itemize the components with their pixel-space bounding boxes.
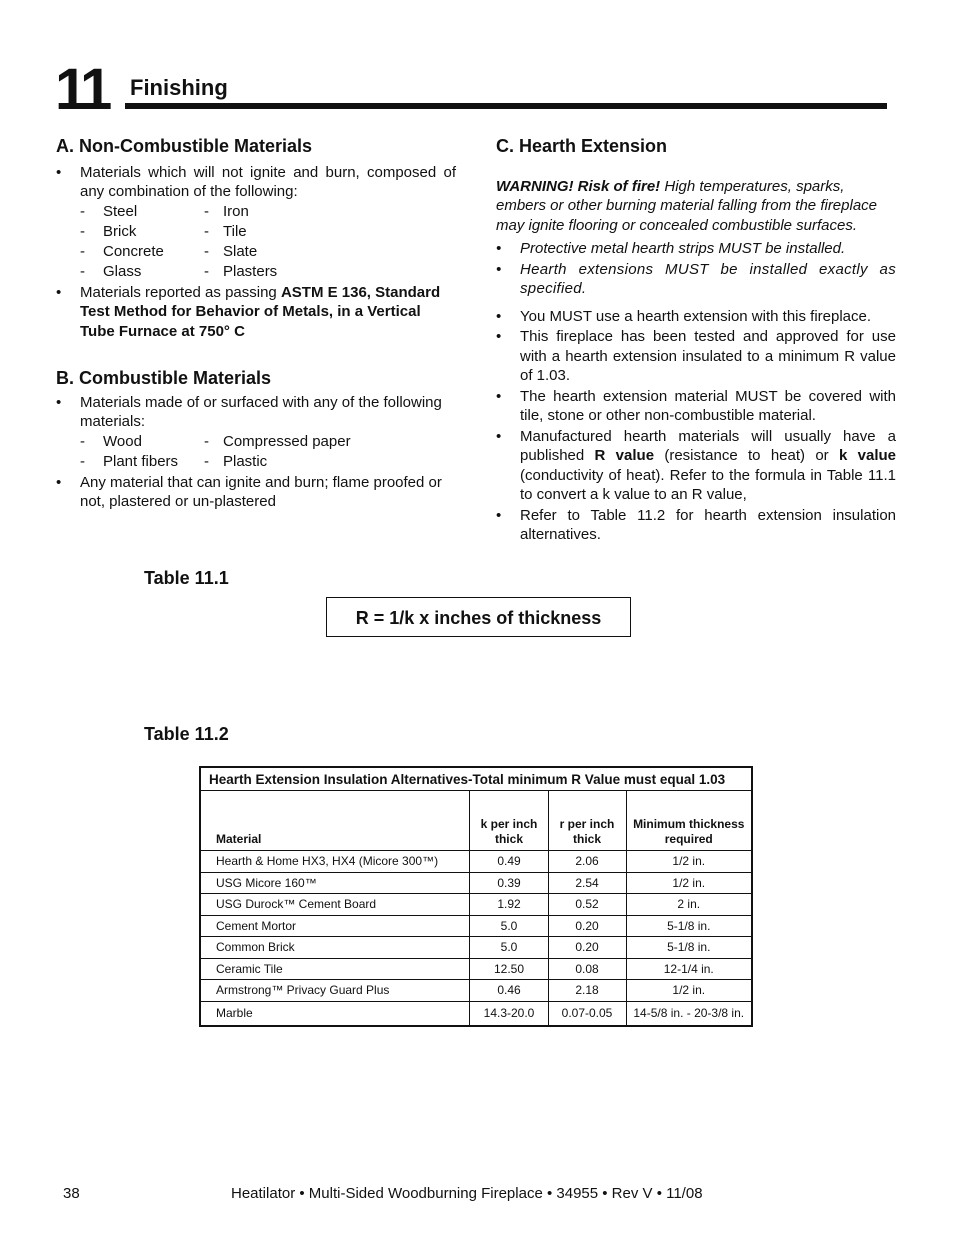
material-row xyxy=(56,452,456,472)
material-name: Concrete xyxy=(103,242,164,260)
bullet4-text-c: (resistance to heat) or xyxy=(654,447,839,464)
section-c-heading: C. Hearth Extension xyxy=(496,136,668,156)
section-c-bullet-3: • The hearth extension material MUST be covered with tile, stone or other non-combustible material. xyxy=(496,387,896,426)
material-name: Tile xyxy=(223,222,247,240)
bullet4-text-e: (conductivity of heat). Refer to the formula in Table 11.1 to convert a k value to an R value, xyxy=(520,466,896,503)
table-row xyxy=(200,1001,752,1026)
dash-marker: - xyxy=(204,262,209,280)
material-row xyxy=(56,222,456,242)
table-title: Hearth Extension Insulation Alternatives-Total minimum R Value must equal 1.03 xyxy=(200,767,752,791)
thickness-cell: 1/2 in. xyxy=(626,980,752,1002)
r-value-cell: 0.20 xyxy=(548,937,626,959)
k-value-cell: 5.0 xyxy=(470,915,548,937)
k-value-cell: 0.46 xyxy=(470,980,548,1002)
header-rule xyxy=(125,103,887,109)
warning-bullet-2: • Hearth extensions MUST be installed exactly as specified. xyxy=(496,260,896,299)
dash-marker: - xyxy=(204,432,209,450)
dash-marker: - xyxy=(80,202,85,220)
material-cell: Cement Mortor xyxy=(200,915,470,937)
material-cell: Armstrong™ Privacy Guard Plus xyxy=(200,980,470,1002)
astm-standard: ASTM E 136, Standard Test Method for Behavior of Metals, in a Vertical Tube Furnace at 750° C xyxy=(80,283,441,340)
page-number: 38 xyxy=(63,1185,80,1202)
r-value-cell: 0.52 xyxy=(548,894,626,916)
section-c-bullet-1: • You MUST use a hearth extension with this fireplace. xyxy=(496,307,896,327)
thickness-cell: 14-5/8 in. - 20-3/8 in. xyxy=(626,1001,752,1026)
dash-marker: - xyxy=(80,242,85,260)
thickness-cell: 1/2 in. xyxy=(626,872,752,894)
material-name: Plastic xyxy=(223,452,268,470)
material-row xyxy=(56,432,456,452)
table-11-2-label: Table 11.2 xyxy=(144,724,229,744)
material-name: Wood xyxy=(103,432,142,450)
section-c-bullet-4 xyxy=(496,427,896,505)
material-row xyxy=(56,262,456,282)
section-a-heading: A. Non-Combustible Materials xyxy=(56,136,313,156)
material-cell: USG Micore 160™ xyxy=(200,872,470,894)
r-value-cell: 2.54 xyxy=(548,872,626,894)
material-name: Compressed paper xyxy=(223,432,351,450)
material-name: Steel xyxy=(103,202,138,220)
material-cell: Ceramic Tile xyxy=(200,958,470,980)
table-row xyxy=(200,937,752,959)
warning-bullet-1: • Protective metal hearth strips MUST be installed. xyxy=(496,239,896,259)
dash-marker: - xyxy=(80,452,85,470)
material-cell: Marble xyxy=(200,1001,470,1026)
material-row xyxy=(56,202,456,222)
dash-marker: - xyxy=(80,222,85,240)
section-c-bullet-5: • Refer to Table 11.2 for hearth extension insulation alternatives. xyxy=(496,506,896,545)
material-cell: USG Durock™ Cement Board xyxy=(200,894,470,916)
k-value-cell: 14.3-20.0 xyxy=(470,1001,548,1026)
table-row xyxy=(200,958,752,980)
material-row xyxy=(56,242,456,262)
combustible-materials-list xyxy=(56,432,456,472)
section-b-bullet-1: • Materials made of or surfaced with any of the following materials: xyxy=(56,393,456,432)
footer-text: Heatilator • Multi-Sided Woodburning Fireplace • 34955 • Rev V • 11/08 xyxy=(231,1185,703,1202)
thickness-cell: 12-1/4 in. xyxy=(626,958,752,980)
dash-marker: - xyxy=(204,452,209,470)
section-c-bullet-2: • This fireplace has been tested and approved for use with a hearth extension insulated to a minimum R value of 1.03. xyxy=(496,327,896,386)
astm-intro: Materials reported as passing xyxy=(80,283,281,301)
left-column xyxy=(56,137,456,512)
material-cell: Common Brick xyxy=(200,937,470,959)
k-value-cell: 0.39 xyxy=(470,872,548,894)
header-k-value: k per inch thick xyxy=(470,791,548,851)
chapter-title: Finishing xyxy=(130,75,228,100)
header-r-value: r per inch thick xyxy=(548,791,626,851)
insulation-alternatives-table xyxy=(199,766,753,1027)
thickness-cell: 5-1/8 in. xyxy=(626,937,752,959)
r-value-cell: 0.07-0.05 xyxy=(548,1001,626,1026)
section-a-bullet-1: • Materials which will not ignite and burn, composed of any combination of the following: xyxy=(56,163,456,202)
fire-warning xyxy=(496,177,896,236)
table-row xyxy=(200,894,752,916)
r-value-cell: 0.08 xyxy=(548,958,626,980)
warning-text: High temperatures, sparks, embers or other burning material falling from the fireplace may ignite flooring or concealed combustible surfaces. xyxy=(496,177,878,234)
dash-marker: - xyxy=(80,262,85,280)
header-material: Material xyxy=(200,791,470,851)
k-value-cell: 5.0 xyxy=(470,937,548,959)
k-value-cell: 1.92 xyxy=(470,894,548,916)
table-row xyxy=(200,872,752,894)
non-combustible-materials-list xyxy=(56,202,456,282)
thickness-cell: 2 in. xyxy=(626,894,752,916)
r-value-term: R value xyxy=(594,447,655,464)
material-name: Brick xyxy=(103,222,137,240)
table-row xyxy=(200,851,752,873)
material-name: Slate xyxy=(223,242,258,260)
header-min-thickness: Minimum thickness required xyxy=(626,791,752,851)
material-cell: Hearth & Home HX3, HX4 (Micore 300™) xyxy=(200,851,470,873)
r-value-cell: 2.06 xyxy=(548,851,626,873)
material-name: Plasters xyxy=(223,262,278,280)
chapter-number: 11 xyxy=(55,57,109,122)
r-value-formula: R = 1/k x inches of thickness xyxy=(326,597,631,637)
k-value-term: k value xyxy=(838,447,896,464)
section-b-heading: B. Combustible Materials xyxy=(56,368,272,388)
dash-marker: - xyxy=(80,432,85,450)
r-value-cell: 2.18 xyxy=(548,980,626,1002)
table-11-1-label: Table 11.1 xyxy=(144,568,229,588)
k-value-cell: 0.49 xyxy=(470,851,548,873)
material-name: Glass xyxy=(103,262,142,280)
thickness-cell: 1/2 in. xyxy=(626,851,752,873)
warning-label: WARNING! Risk of fire! xyxy=(496,177,661,195)
dash-marker: - xyxy=(204,242,209,260)
material-name: Iron xyxy=(223,202,249,220)
bullet4-text-a: Manufactured hearth materials will usually have a published xyxy=(520,427,896,464)
material-name: Plant fibers xyxy=(103,452,179,470)
dash-marker: - xyxy=(204,222,209,240)
thickness-cell: 5-1/8 in. xyxy=(626,915,752,937)
r-value-cell: 0.20 xyxy=(548,915,626,937)
section-a-bullet-2 xyxy=(56,283,456,342)
dash-marker: - xyxy=(204,202,209,220)
table-row xyxy=(200,980,752,1002)
k-value-cell: 12.50 xyxy=(470,958,548,980)
right-column xyxy=(496,137,896,545)
section-b-bullet-2: • Any material that can ignite and burn; flame proofed or not, plastered or un-plastered xyxy=(56,473,456,512)
table-row xyxy=(200,915,752,937)
